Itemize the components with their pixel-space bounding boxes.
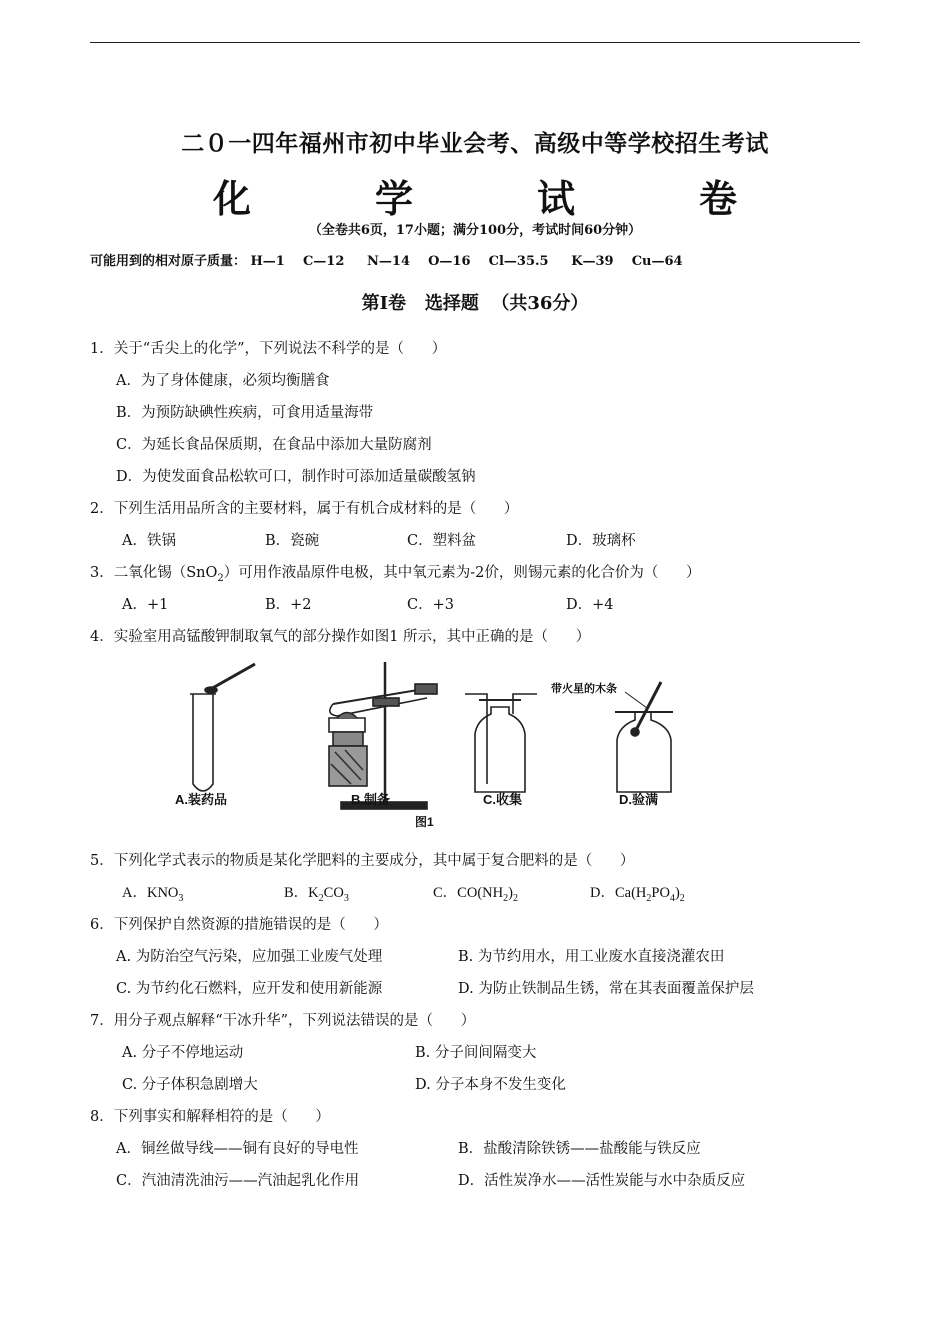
q2-stem: 2．下列生活用品所含的主要材料，属于有机合成材料的是（ ） [90,501,519,517]
atomic-masses: 可能用到的相对原子质量： H—1 C—12 N—14 O—16 Cl—35.5 K—39 Cu—64 [90,254,683,269]
q3-stem-post: ）可用作液晶原件电极，其中氧元素为-2价，则锡元素的化合价为（ ） [223,565,701,581]
q5-c-sub1: 2 [503,892,509,904]
splint-label: 带火星的木条 [551,683,617,695]
q1-option-b: B．为预防缺碘性疾病，可食用适量海带 [116,405,374,421]
q5-option-d [590,881,685,904]
figure-label-a: A.装药品 [175,792,228,807]
figure-1-drawing [165,652,710,832]
subject-char-4: 卷 [699,176,738,221]
q8-option-c: C．汽油清洗油污——汽油起乳化作用 [116,1173,360,1189]
q7-option-b: B. 分子间间隔变大 [415,1045,537,1061]
q3-stem-sub: 2 [217,572,224,584]
q7-option-a: A. 分子不停地运动 [122,1045,244,1061]
q5-c-mid: ) [508,885,513,901]
q7-option-d: D. 分子本身不发生变化 [415,1077,566,1093]
exam-info: （全卷共6页，17小题；满分100分，考试时间60分钟） [308,223,642,238]
glowing-splint-icon [615,682,673,792]
figure-label-b: B.制备 [351,792,391,807]
section-title: 第Ⅰ卷 选择题 （共36分） [361,293,589,314]
q5-d-sub2: 4 [669,892,675,904]
q8-option-d: D．活性炭净水——活性炭能与水中杂质反应 [458,1173,746,1189]
exam-title-line1: 二０一四年福州市初中毕业会考、高级中等学校招生考试 [181,130,769,157]
heating-apparatus-icon [329,662,437,809]
figure-caption: 图1 [415,815,434,829]
subject-char-1: 化 [212,176,251,221]
q8-stem: 8．下列事实和解释相符的是（ ） [90,1109,330,1125]
subject-char-3: 试 [537,176,576,221]
gas-bottle-icon [465,694,537,792]
q2-option-b: B．瓷碗 [265,533,320,549]
q5-d-mid2: ) [674,885,680,901]
figure-1 [165,652,710,832]
exam-title-subject [0,168,950,223]
subject-char-2: 学 [374,176,413,221]
figure-label-c: C.收集 [483,792,523,807]
q5-c-sub2: 2 [512,892,518,904]
q5-c-text: C．CO(NH [433,885,504,901]
q5-a-text: A．KNO [122,885,179,901]
q3-option-d: D．+4 [566,597,614,613]
q1-stem: 1．关于“舌尖上的化学”，下列说法不科学的是（ ） [90,341,447,357]
q6-stem: 6．下列保护自然资源的措施错误的是（ ） [90,917,388,933]
q3-option-a: A．+1 [122,597,169,613]
q5-d-sub1: 2 [646,892,652,904]
figure-label-d: D.验满 [619,792,659,807]
q4-stem: 4．实验室用高锰酸钾制取氧气的部分操作如图1 所示，其中正确的是（ ） [90,629,591,645]
q7-option-c: C. 分子体积急剧增大 [122,1077,258,1093]
q3-option-c: C．+3 [407,597,454,613]
q5-stem: 5．下列化学式表示的物质是某化学肥料的主要成分，其中属于复合肥料的是（ ） [90,853,635,869]
q1-option-c: C．为延长食品保质期，在食品中添加大量防腐剂 [116,437,432,453]
q2-option-a: A．铁锅 [122,533,176,549]
q5-b-mid: CO [323,885,344,901]
q5-b-sub2: 3 [343,892,349,904]
q6-option-a: A. 为防治空气污染，应加强工业废气处理 [116,949,383,965]
q2-option-d: D．玻璃杯 [566,533,636,549]
q3-stem [90,561,701,584]
q5-option-b [284,881,349,904]
q1-option-a: A．为了身体健康，必须均衡膳食 [116,373,330,389]
q6-option-c: C. 为节约化石燃料，应开发和使用新能源 [116,981,383,997]
q5-a-sub: 3 [178,892,184,904]
header-rule [90,42,860,43]
q3-option-b: B．+2 [265,597,312,613]
q5-b-text: B．K [284,885,319,901]
q8-option-a: A．铜丝做导线——铜有良好的导电性 [116,1141,359,1157]
q6-option-d: D. 为防止铁制品生锈，常在其表面覆盖保护层 [458,981,754,997]
q3-stem-pre: 3．二氧化锡（SnO [90,565,218,581]
q7-stem: 7．用分子观点解释“干冰升华”，下列说法错误的是（ ） [90,1013,476,1029]
q6-option-b: B. 为节约用水，用工业废水直接浇灌农田 [458,949,725,965]
q5-b-sub1: 2 [318,892,324,904]
q5-d-mid: PO [651,885,670,901]
q2-option-c: C．塑料盆 [407,533,477,549]
q5-d-sub3: 2 [679,892,685,904]
q5-d-text: D．Ca(H [590,885,647,901]
q8-option-b: B．盐酸清除铁锈——盐酸能与铁反应 [458,1141,701,1157]
q5-option-c [433,881,518,904]
q5-option-a [122,881,183,904]
test-tube-icon [190,664,255,791]
q1-option-d: D．为使发面食品松软可口，制作时可添加适量碳酸氢钠 [116,469,476,485]
